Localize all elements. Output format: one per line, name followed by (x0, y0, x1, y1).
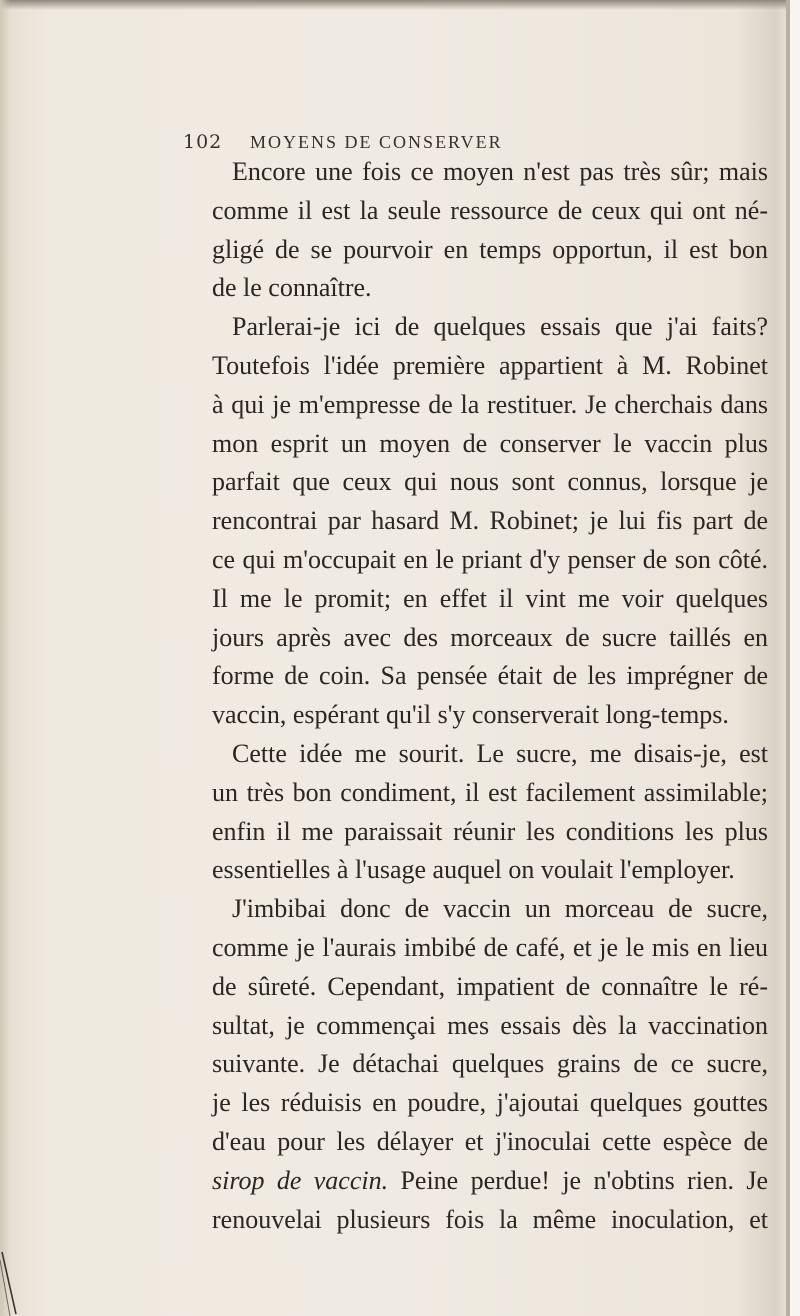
text-line: comme il est la seule ressource de ceux qui ont né- (212, 195, 768, 225)
text-line: de sûreté. Cependant, impatient de connaître le ré- (212, 971, 768, 1001)
running-title: MOYENS DE CONSERVER (250, 132, 503, 152)
page-number: 102 (183, 131, 223, 153)
text-line: Toutefois l'idée première appartient à M. Robinet (212, 350, 768, 380)
text-line: rencontrai par hasard M. Robinet; je lui fis part de (212, 506, 768, 536)
top-shadow (0, 0, 800, 10)
text-line: de le connaître. (212, 273, 372, 303)
text-run: Peine perdue! je n'obtins rien. Je (388, 1165, 768, 1195)
text-line: jours après avec des morceaux de sucre taillés en (212, 622, 768, 652)
text-line: parfait que ceux qui nous sont connus, lorsque je (212, 467, 768, 497)
text-line: enfin il me paraissait réunir les conditions les plus (212, 816, 768, 846)
text-line: Parlerai-je ici de quelques essais que j'ai faits? (232, 312, 768, 342)
text-line (212, 1162, 768, 1201)
text-line: suivante. Je détachai quelques grains de ce sucre, (212, 1049, 768, 1079)
running-header (183, 131, 783, 153)
italic-phrase: sirop de vaccin. (212, 1165, 389, 1195)
text-line: un très bon condiment, il est facilement assimilable; (212, 777, 768, 807)
adjacent-page-strip (790, 0, 800, 1316)
text-line: d'eau pour les délayer et j'inoculai cette espèce de (212, 1126, 768, 1156)
text-line: vaccin, espérant qu'il s'y conserverait long-temps. (212, 700, 729, 730)
text-line: renouvelai plusieurs fois la même inoculation, et (212, 1204, 768, 1234)
text-line: Il me le promit; en effet il vint me voir quelques (212, 583, 768, 613)
text-line: sultat, je commençai mes essais dès la vaccination (212, 1010, 768, 1040)
text-line: gligé de se pourvoir en temps opportun, il est bon (212, 234, 768, 264)
body-text (212, 153, 768, 1239)
text-line: je les réduisis en poudre, j'ajoutai quelques gouttes (212, 1088, 768, 1118)
text-line: Encore une fois ce moyen n'est pas très sûr; mais (232, 157, 768, 186)
text-line: ce qui m'occupait en le priant d'y penser de son côté. (212, 544, 768, 574)
text-line: forme de coin. Sa pensée était de les imprégner de (212, 661, 768, 691)
text-line: à qui je m'empresse de la restituer. Je cherchais dans (212, 389, 768, 419)
text-line: essentielles à l'usage auquel on voulait l'employer. (212, 855, 735, 885)
corner-stroke-mark (0, 1250, 18, 1316)
text-line: comme je l'aurais imbibé de café, et je le mis en lieu (212, 932, 768, 962)
left-page-edge (0, 0, 10, 1316)
text-line: mon esprit un moyen de conserver le vaccin plus (212, 428, 768, 458)
text-line: J'imbibai donc de vaccin un morceau de sucre, (232, 894, 768, 924)
text-line: Cette idée me sourit. Le sucre, me disais-je, est (232, 738, 768, 768)
